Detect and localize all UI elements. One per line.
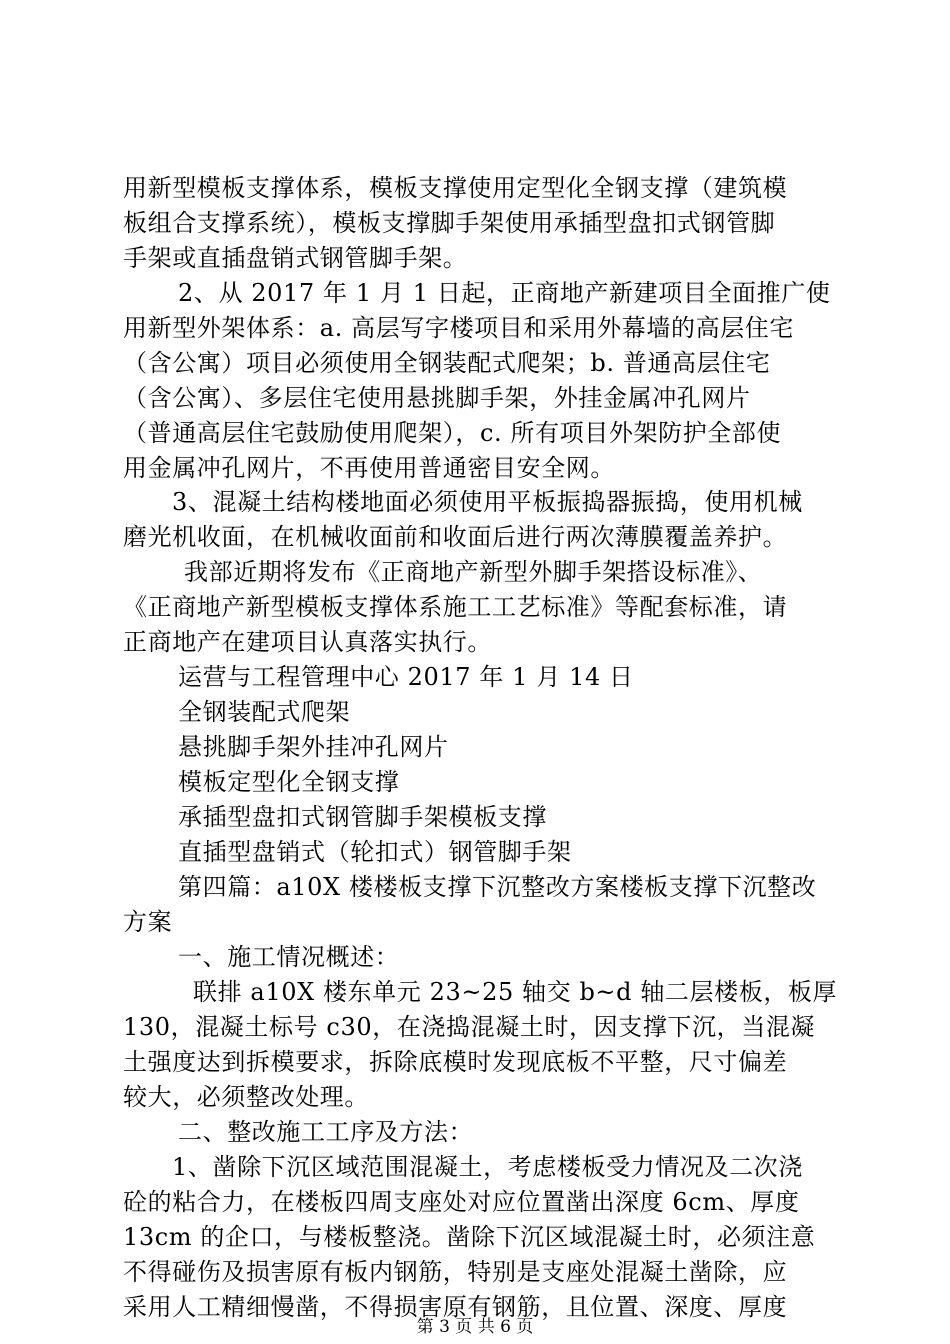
- subsection-heading: 二、整改施工工序及方法：: [178, 1118, 474, 1146]
- body-line: 2、从 2017 年 1 月 1 日起，正商地产新建项目全面推广使: [178, 279, 831, 307]
- body-line: 手架或直插盘销式钢管脚手架。: [123, 244, 468, 272]
- body-line: 板组合支撑系统），模板支撑脚手架使用承插型盘扣式钢管脚: [123, 209, 776, 237]
- body-line: 3、混凝土结构楼地面必须使用平板振捣器振捣，使用机械: [172, 488, 803, 516]
- body-line: 不得碰伤及损害原有板内钢筋，特别是支座处混凝土凿除，应: [123, 1258, 788, 1286]
- body-line: （含公寓）、多层住宅使用悬挑脚手架，外挂金属冲孔网片: [123, 384, 751, 412]
- body-line: 悬挑脚手架外挂冲孔网片: [178, 733, 449, 761]
- body-line: （普通高层住宅鼓励使用爬架），c. 所有项目外架防护全部使: [123, 419, 782, 447]
- body-line: 全钢装配式爬架: [178, 698, 351, 726]
- body-line: 运营与工程管理中心 2017 年 1 月 14 日: [178, 663, 634, 691]
- body-line: 联排 a10X 楼东单元 23~25 轴交 b~d 轴二层楼板，板厚: [193, 978, 838, 1006]
- body-line: 我部近期将发布《正商地产新型外脚手架搭设标准》、: [184, 558, 763, 586]
- body-line: 用金属冲孔网片，不再使用普通密目安全网。: [123, 454, 615, 482]
- body-line: 130，混凝土标号 c30，在浇捣混凝土时，因支撑下沉，当混凝: [123, 1013, 816, 1041]
- section-heading: 方案: [123, 908, 173, 936]
- body-line: 直插型盘销式（轮扣式）钢管脚手架: [178, 838, 572, 866]
- body-line: 13cm 的企口，与楼板整浇。凿除下沉区域混凝土时，必须注意: [123, 1223, 816, 1251]
- section-heading: 第四篇：a10X 楼楼板支撑下沉整改方案楼板支撑下沉整改: [178, 873, 817, 901]
- body-line: 土强度达到拆模要求，拆除底模时发现底板不平整，尺寸偏差: [123, 1048, 788, 1076]
- page-number-footer: 第 3 页 共 6 页: [416, 1317, 534, 1337]
- body-line: 用新型模板支撑体系，模板支撑使用定型化全钢支撑（建筑模: [123, 174, 788, 202]
- body-line: 正商地产在建项目认真落实执行。: [123, 628, 492, 656]
- body-line: 模板定型化全钢支撑: [178, 768, 400, 796]
- body-line: 砼的粘合力，在楼板四周支座处对应位置凿出深度 6cm、厚度: [123, 1188, 800, 1216]
- subsection-heading: 一、施工情况概述：: [178, 943, 400, 971]
- body-line: 承插型盘扣式钢管脚手架模板支撑: [178, 803, 547, 831]
- body-line: 《正商地产新型模板支撑体系施工工艺标准》等配套标准，请: [123, 593, 788, 621]
- body-line: 1、凿除下沉区域范围混凝土，考虑楼板受力情况及二次浇: [172, 1153, 803, 1181]
- body-line: 采用人工精细慢凿，不得损害原有钢筋，且位置、深度、厚度: [123, 1293, 788, 1321]
- body-line: 磨光机收面，在机械收面前和收面后进行两次薄膜覆盖养护。: [123, 523, 788, 551]
- body-line: 用新型外架体系：a. 高层写字楼项目和采用外幕墙的高层住宅: [123, 314, 794, 342]
- body-line: （含公寓）项目必须使用全钢装配式爬架；b. 普通高层住宅: [123, 349, 771, 377]
- body-line: 较大，必须整改处理。: [123, 1083, 369, 1111]
